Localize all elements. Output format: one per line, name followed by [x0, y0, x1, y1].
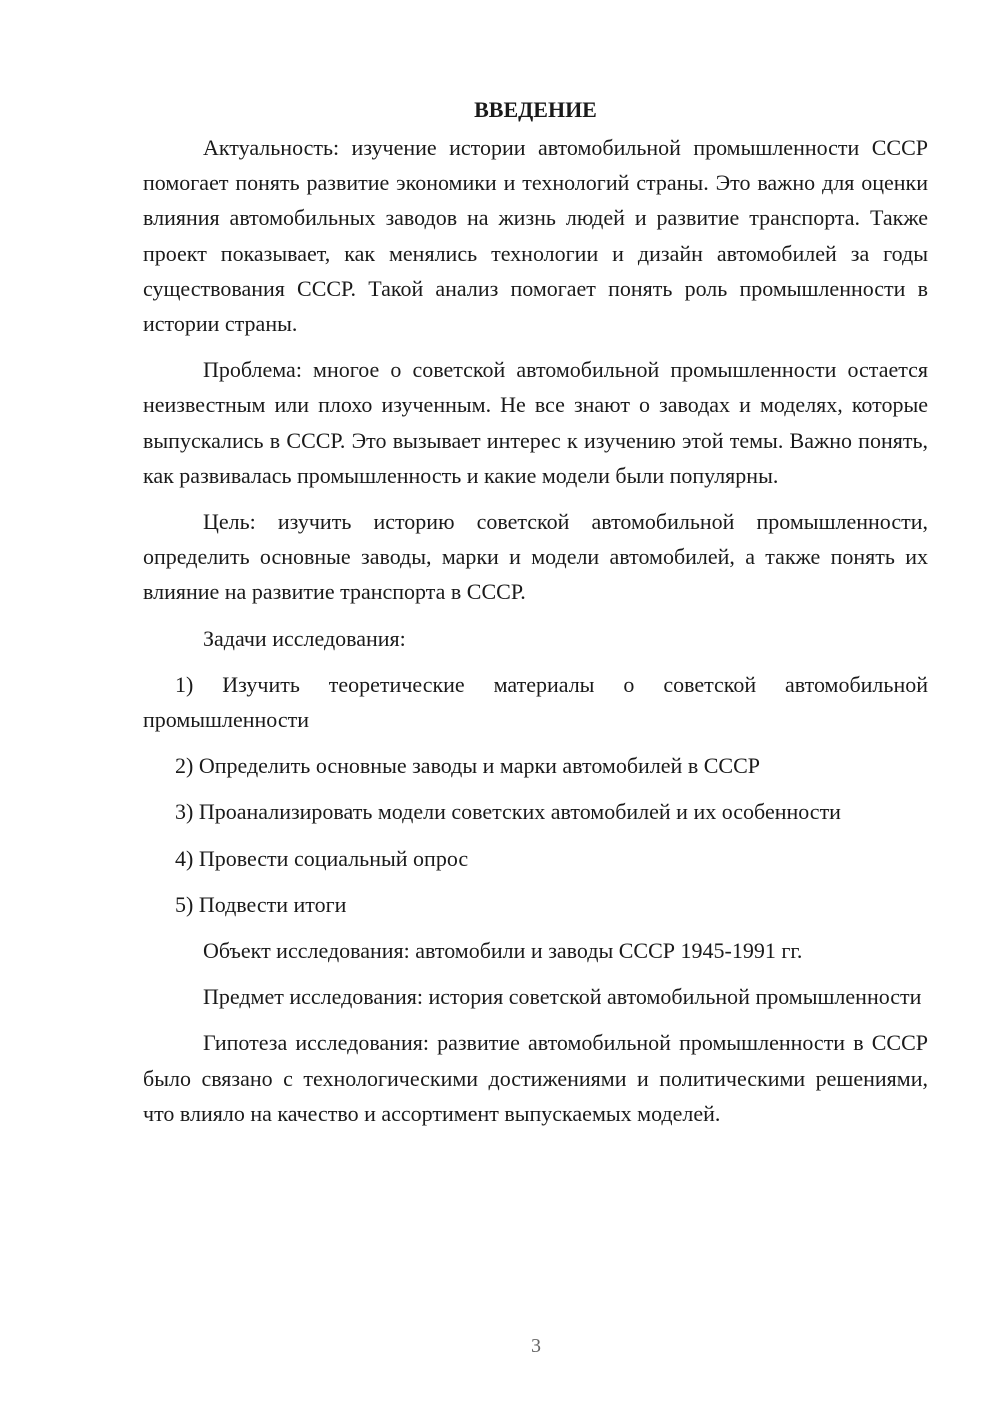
task-item: 4) Провести социальный опрос	[175, 845, 469, 871]
paragraph-object: Объект исследования: автомобили и заводы СССР 1945-1991 гг.	[203, 938, 803, 964]
page-title: ВВЕДЕНИЕ	[474, 97, 597, 122]
task-item: 3) Проанализировать модели советских автомобилей и их особенности	[175, 799, 841, 825]
paragraph-relevance: Актуальность: изучение истории автомобильной промышленности СССР помогает понять развитие экономики и технологий страны. Это важно для оценки влияния автомобильных заводов на жизнь людей и развитие транспорта. Также проект показывает, как менялись технологии и дизайн автомобилей за годы существования СССР. Такой анализ помогает понять роль промышленности в истории страны.	[143, 135, 928, 337]
task-item: 1) Изучить теоретические материалы о советской автомобильной промышленности	[143, 671, 928, 733]
paragraph-hypothesis: Гипотеза исследования: развитие автомобильной промышленности в СССР было связано с технологическими достижениями и политическими решениями, что влияло на качество и ассортимент выпускаемых моделей.	[143, 1030, 928, 1126]
tasks-heading: Задачи исследования:	[203, 625, 406, 651]
paragraph-goal: Цель: изучить историю советской автомобильной промышленности, определить основные заводы, марки и модели автомобилей, а также понять их влияние на развитие транспорта в СССР.	[143, 509, 928, 605]
task-item: 2) Определить основные заводы и марки автомобилей в СССР	[175, 753, 760, 779]
paragraph-subject: Предмет исследования: история советской автомобильной промышленности	[203, 984, 922, 1010]
page-number: 3	[531, 1335, 541, 1357]
document-page	[143, 92, 928, 1142]
paragraph-problem: Проблема: многое о советской автомобильной промышленности остается неизвестным или плохо изученным. Не все знают о заводах и моделях, которые выпускались в СССР. Это вызывает интерес к изучению этой темы. Важно понять, как развивалась промышленность и какие модели были популярны.	[143, 357, 928, 488]
task-item: 5) Подвести итоги	[175, 891, 347, 917]
